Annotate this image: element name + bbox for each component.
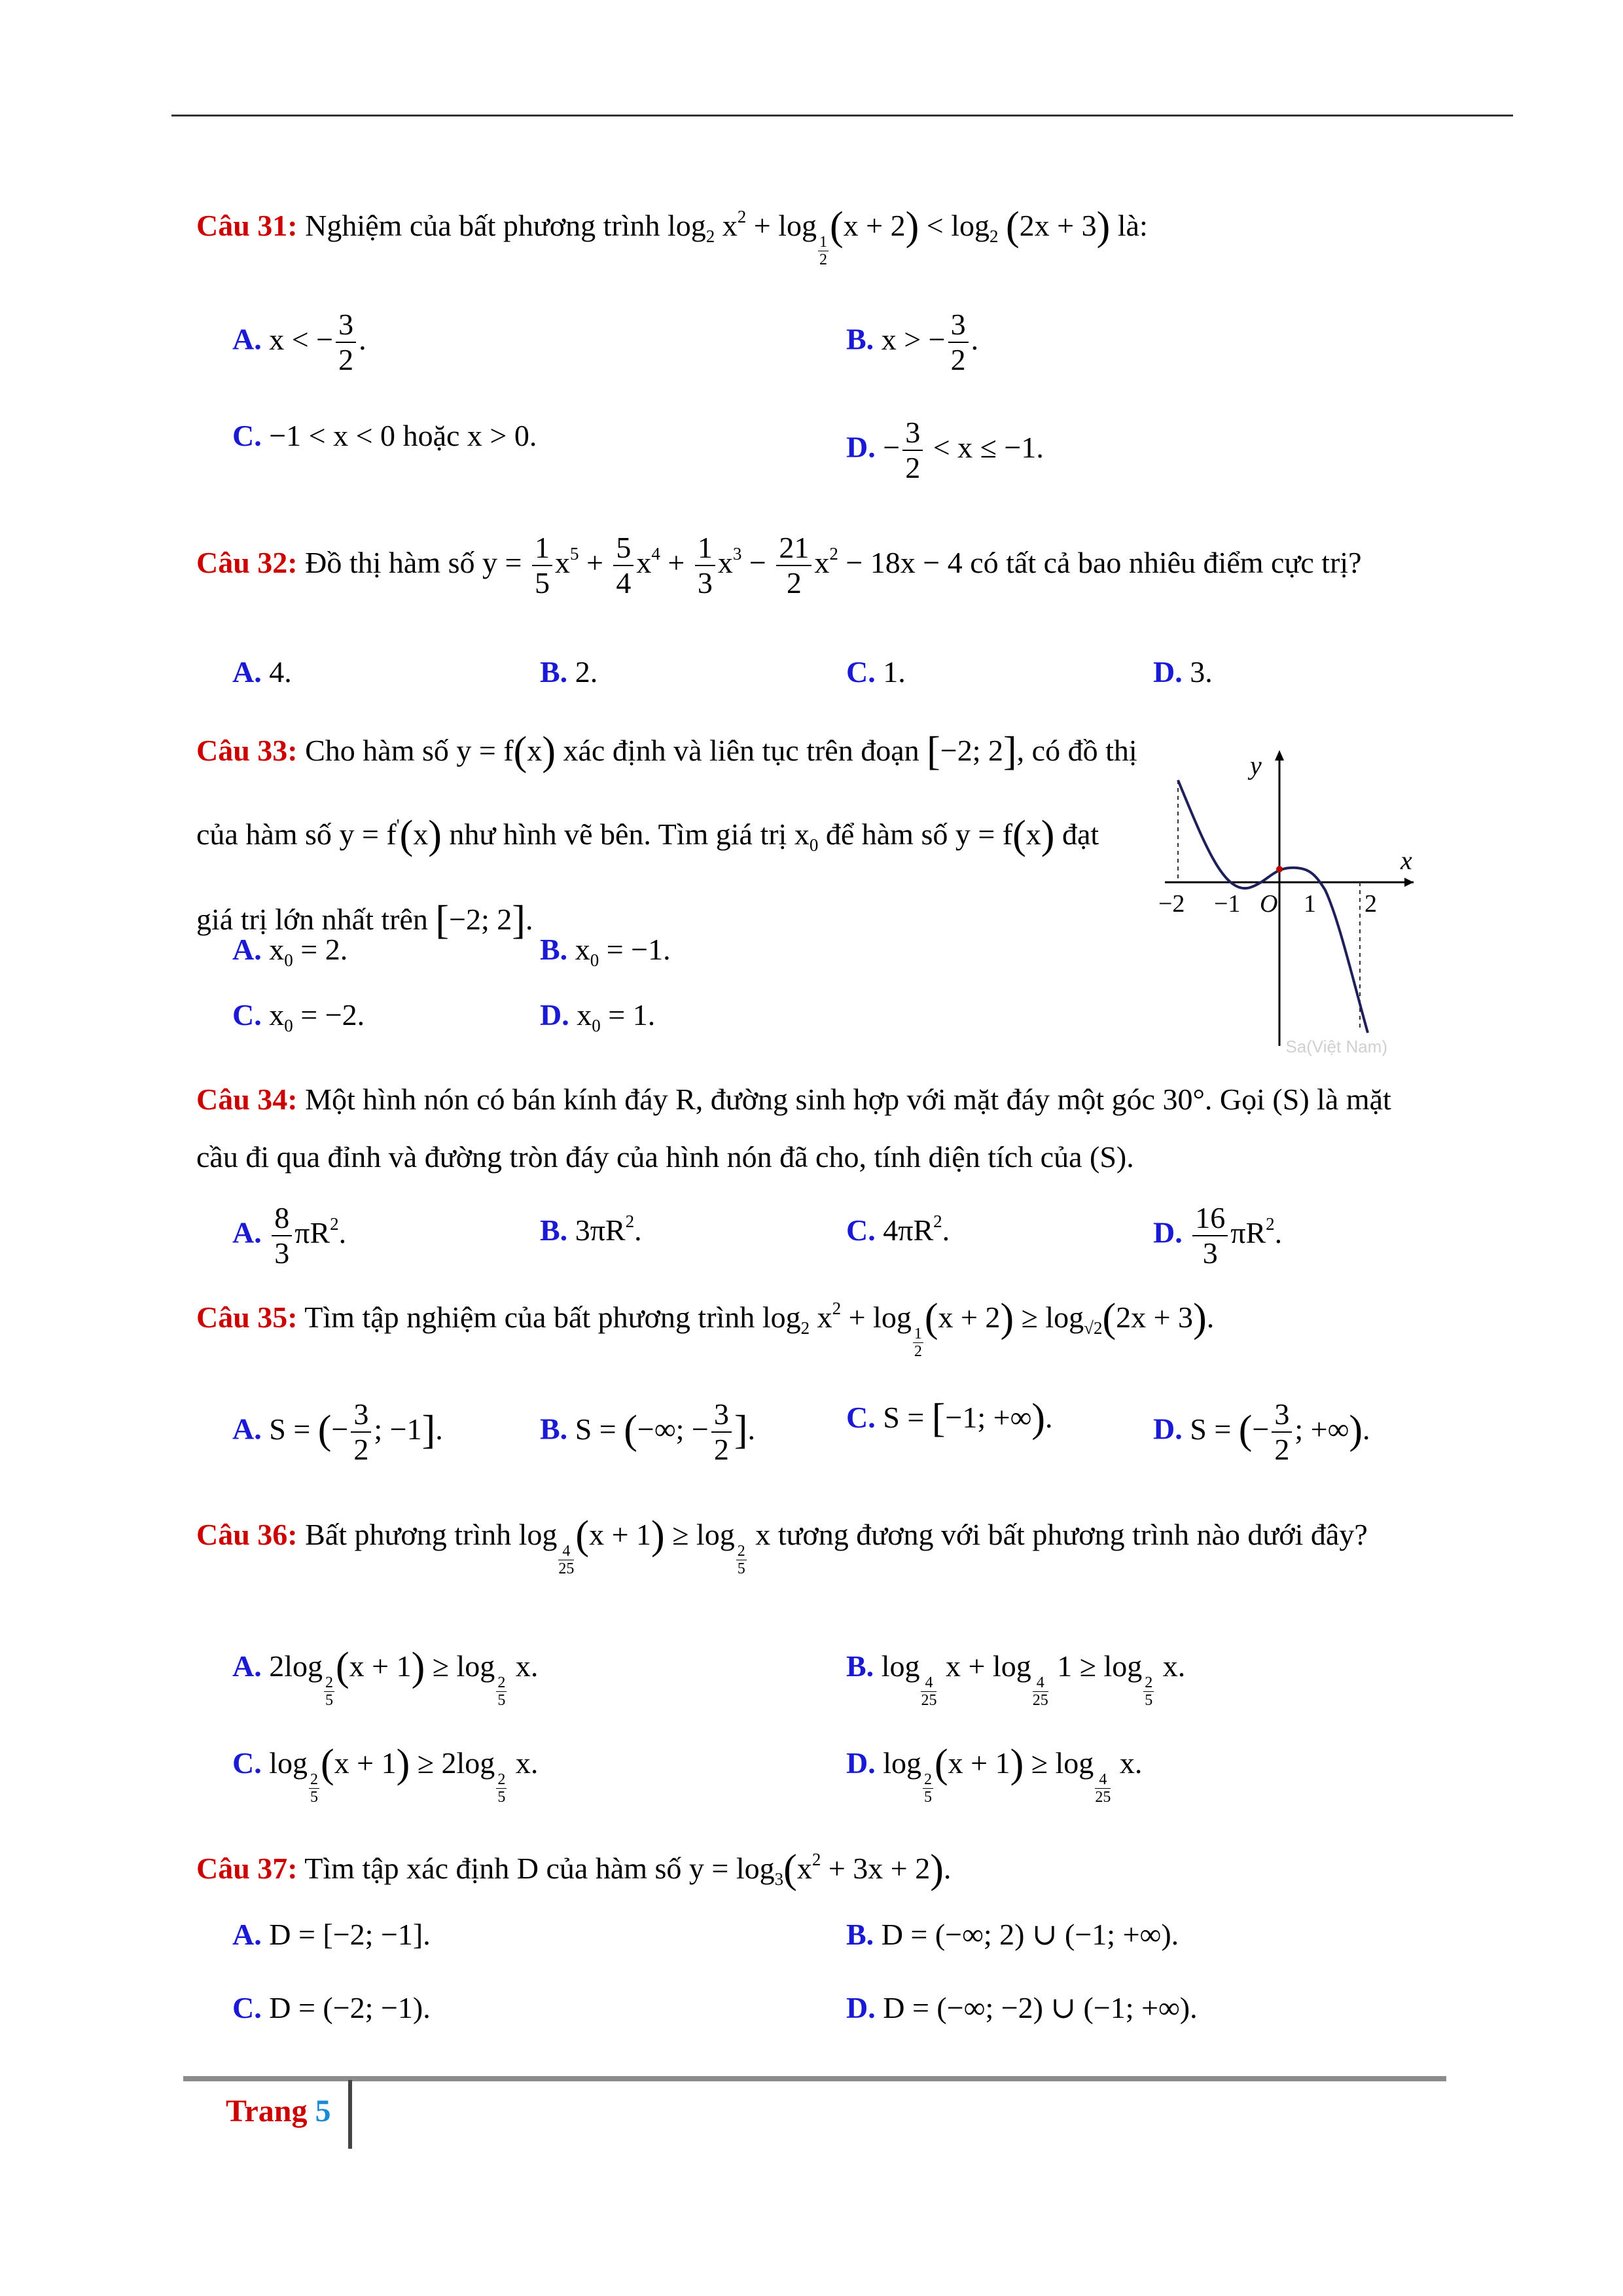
footer-rule <box>183 2076 1446 2081</box>
question-number: Câu 37: <box>196 1852 298 1885</box>
math-expression: $\log_2 x^2 + \log$ $\frac{1}{2}$ $(x + 2) \ge \log_{√2}(2x + 3)$. <box>762 1296 1215 1360</box>
option-math: x > − $\frac{3}{2}$ . <box>881 308 979 376</box>
option-label: D. <box>846 430 876 464</box>
option-math: $x_0$ = <box>577 998 633 1035</box>
question-36 <box>196 1492 1427 1578</box>
option-label: A. <box>232 1215 262 1249</box>
option-value: 4. <box>269 655 292 689</box>
option-c[interactable] <box>232 995 365 1046</box>
option-c[interactable] <box>846 652 906 692</box>
math-expression: y = $\frac{1}{5}$ $x^5$ + $\frac{5}{4}$ $x^4$ + $\frac{1}{3}$ $x^3$ − $\frac{21}{2}$ $x^2 - 18x - 4$ <box>482 531 963 600</box>
option-label: B. <box>846 1649 874 1683</box>
option-c[interactable] <box>232 1743 538 1806</box>
math-expression-2: y = f(x) <box>955 813 1055 857</box>
option-a[interactable] <box>232 929 348 980</box>
option-d[interactable] <box>846 416 1044 485</box>
option-math: $x_0$ = <box>575 933 632 970</box>
option-value: 4πR <box>883 1213 934 1247</box>
option-math: $\frac{8}{3}$ $\pi R^2$. <box>269 1216 346 1249</box>
option-value: 1. <box>883 655 906 689</box>
question-text-5: để hàm số <box>825 817 948 851</box>
option-label: B. <box>846 322 874 356</box>
page-number: 5 <box>315 2094 331 2128</box>
option-label: B. <box>540 933 568 966</box>
option-label: A. <box>232 322 262 356</box>
question-31 <box>196 196 1427 268</box>
option-label: B. <box>846 1918 874 1951</box>
option-label: A. <box>232 655 262 689</box>
question-35 <box>196 1288 1427 1360</box>
option-value: 3πR <box>575 1213 626 1247</box>
question-text: Bất phương trình <box>305 1518 512 1551</box>
option-b[interactable] <box>540 652 597 692</box>
option-b[interactable] <box>846 308 978 377</box>
option-math: $x_0$ = <box>269 998 325 1035</box>
question-text: Đồ thị hàm số <box>305 546 475 579</box>
question-text-4: như hình vẽ bên. Tìm giá trị <box>449 817 787 851</box>
question-number: Câu 32: <box>196 546 298 579</box>
option-label: D. <box>846 1746 876 1780</box>
question-number: Câu 34: <box>196 1083 298 1116</box>
tick-neg2: −2 <box>1158 890 1185 918</box>
option-b[interactable] <box>846 1914 1179 1955</box>
option-value: −1. <box>631 933 671 966</box>
y-axis-label: y <box>1250 751 1262 780</box>
option-d[interactable] <box>846 1743 1142 1806</box>
origin-label: O <box>1260 890 1278 918</box>
question-text: Tìm tập xác định D của hàm số <box>304 1852 682 1885</box>
option-a[interactable] <box>232 1646 538 1709</box>
option-c[interactable]: C. $4\pi R^2$. <box>846 1211 950 1247</box>
option-text: hoặc <box>402 419 460 452</box>
option-b[interactable] <box>846 1646 1185 1709</box>
footer-divider <box>348 2080 352 2149</box>
question-32 <box>196 507 1427 609</box>
question-text-6: đạt giá trị lớn nhất trên <box>196 817 1099 936</box>
tick-2: 2 <box>1364 890 1377 918</box>
option-math: S = (− $\frac{3}{2}$ ; −1]. <box>269 1397 443 1466</box>
graph-background <box>1152 745 1420 1059</box>
question-34 <box>196 1071 1427 1186</box>
question-37 <box>196 1839 1427 1899</box>
option-value: 3. <box>1190 655 1213 689</box>
question-number: Câu 35: <box>196 1300 298 1334</box>
option-math: −1 < x < 0 <box>269 419 396 452</box>
option-math: 2log $\frac{2}{5}$ (x + 1) ≥ log $\frac{2}{5}$ x. <box>269 1645 539 1709</box>
option-value: 1. <box>632 998 656 1031</box>
option-label: B. <box>540 1213 568 1247</box>
option-math: − $\frac{3}{2}$ < x ≤ −1. <box>883 416 1044 484</box>
math-expression: $y = \log_3(x^2 + 3x + 2)$. <box>688 1847 952 1892</box>
derivative-graph <box>1152 745 1420 1059</box>
option-b[interactable] <box>540 1397 755 1467</box>
option-b[interactable]: B. $3\pi R^2$. <box>540 1211 642 1247</box>
option-value: D = (−∞; −2) ∪ (−1; +∞). <box>883 1991 1198 2024</box>
option-label: A. <box>232 1649 262 1683</box>
option-value: −2. <box>325 998 365 1031</box>
option-c[interactable] <box>846 1397 1053 1439</box>
page-label: Trang <box>226 2094 308 2128</box>
option-d[interactable] <box>1153 652 1213 692</box>
option-a[interactable] <box>232 1914 431 1955</box>
option-value: 2. <box>325 933 348 966</box>
math-expression: log $\frac{4}{25}$ (x + 1) ≥ log $\frac{2}{5}$ x <box>518 1513 771 1577</box>
option-math: log $\frac{2}{5}$ (x + 1) ≥ 2log $\frac{2}{5}$ x. <box>269 1742 539 1806</box>
question-33 <box>196 713 1139 958</box>
x-axis-label: x <box>1400 846 1412 875</box>
question-text: Nghiệm của bất phương trình <box>305 209 660 242</box>
option-math: x < − $\frac{3}{2}$ . <box>269 308 366 376</box>
option-math-2: x > 0. <box>467 419 537 452</box>
math-interval: [−2; 2], <box>927 729 1025 774</box>
option-math: $\frac{16}{3}$ $\pi R^2$. <box>1190 1216 1282 1249</box>
option-a[interactable] <box>232 1397 443 1467</box>
option-math: S = [−1; +∞). <box>883 1396 1053 1441</box>
option-b[interactable] <box>540 929 671 980</box>
option-c[interactable] <box>232 1988 431 2028</box>
tick-1: 1 <box>1304 890 1316 918</box>
option-d[interactable] <box>540 995 655 1046</box>
question-number: Câu 31: <box>196 209 298 242</box>
question-tail: tương đương với bất phương trình nào dưới đây? <box>777 1518 1368 1551</box>
question-text-2: xác định và liên tục trên đoạn <box>563 734 919 767</box>
option-d[interactable] <box>846 1988 1198 2028</box>
question-tail: là: <box>1117 209 1148 242</box>
option-label: A. <box>232 1412 262 1446</box>
option-label: B. <box>540 1412 568 1446</box>
option-a[interactable] <box>232 308 366 377</box>
option-label: A. <box>232 933 262 966</box>
question-tail: có tất cả bao nhiêu điểm cực trị? <box>970 546 1362 579</box>
tick-neg1: −1 <box>1214 890 1241 918</box>
math-interval-2: [−2; 2]. <box>435 898 533 942</box>
math-x0: $x_0$ <box>794 817 819 855</box>
option-label: C. <box>846 1213 876 1247</box>
option-label: C. <box>232 1746 262 1780</box>
question-number: Câu 33: <box>196 734 298 767</box>
option-math: log $\frac{2}{5}$ (x + 1) ≥ log $\frac{4}{25}$ x. <box>883 1742 1143 1806</box>
graph-watermark: Sa(Việt Nam) <box>1285 1037 1387 1056</box>
option-label: D. <box>1153 655 1183 689</box>
option-label: D. <box>540 998 569 1031</box>
option-label: C. <box>232 419 262 452</box>
option-label: D. <box>846 1991 876 2024</box>
option-math: S = (−∞; − $\frac{3}{2}$ ]. <box>575 1397 755 1466</box>
option-label: B. <box>540 655 568 689</box>
question-text-3: có đồ thị của hàm số <box>196 734 1137 851</box>
math-expression: y = f(x) <box>456 729 556 774</box>
question-number: Câu 36: <box>196 1518 298 1551</box>
option-d[interactable] <box>1153 1397 1370 1467</box>
option-label: C. <box>846 1401 876 1434</box>
math-derivative: y = f'(x) <box>339 813 442 857</box>
option-math: log $\frac{4}{25}$ x + log $\frac{4}{25}$ 1 ≥ log $\frac{2}{5}$ x. <box>881 1649 1186 1709</box>
curve-point <box>1276 866 1283 872</box>
option-a[interactable] <box>232 652 292 692</box>
math-expression: $\log_2 x^2 + \log$ $\frac{1}{2}$ $(x + 2) < \log_2 (2x + 3)$ <box>668 204 1111 268</box>
option-d[interactable] <box>1153 1201 1282 1270</box>
option-label: C. <box>232 998 262 1031</box>
question-text: Tìm tập nghiệm của bất phương trình <box>304 1300 755 1334</box>
option-value: D = [−2; −1]. <box>269 1918 431 1951</box>
option-math: $x_0$ = <box>269 933 325 970</box>
option-value: 2. <box>575 655 598 689</box>
header-rule <box>171 115 1513 117</box>
question-text: Một hình nón có bán kính đáy R, đường sinh hợp với mặt đáy một góc 30°. Gọi (S) là mặt cầu đi qua đỉnh và đường tròn đáy của hình nón đã cho, tính diện tích của (S). <box>196 1083 1391 1174</box>
option-label: D. <box>1153 1412 1183 1446</box>
option-value: D = (−∞; 2) ∪ (−1; +∞). <box>881 1918 1179 1951</box>
option-c[interactable] <box>232 416 537 456</box>
option-a[interactable] <box>232 1201 346 1270</box>
option-label: C. <box>232 1991 262 2024</box>
option-label: D. <box>1153 1215 1183 1249</box>
option-math: S = (− $\frac{3}{2}$ ; +∞). <box>1190 1397 1370 1466</box>
option-value: D = (−2; −1). <box>269 1991 431 2024</box>
option-label: C. <box>846 655 876 689</box>
option-label: A. <box>232 1918 262 1951</box>
page-footer <box>226 2093 330 2129</box>
question-text: Cho hàm số <box>305 734 449 767</box>
